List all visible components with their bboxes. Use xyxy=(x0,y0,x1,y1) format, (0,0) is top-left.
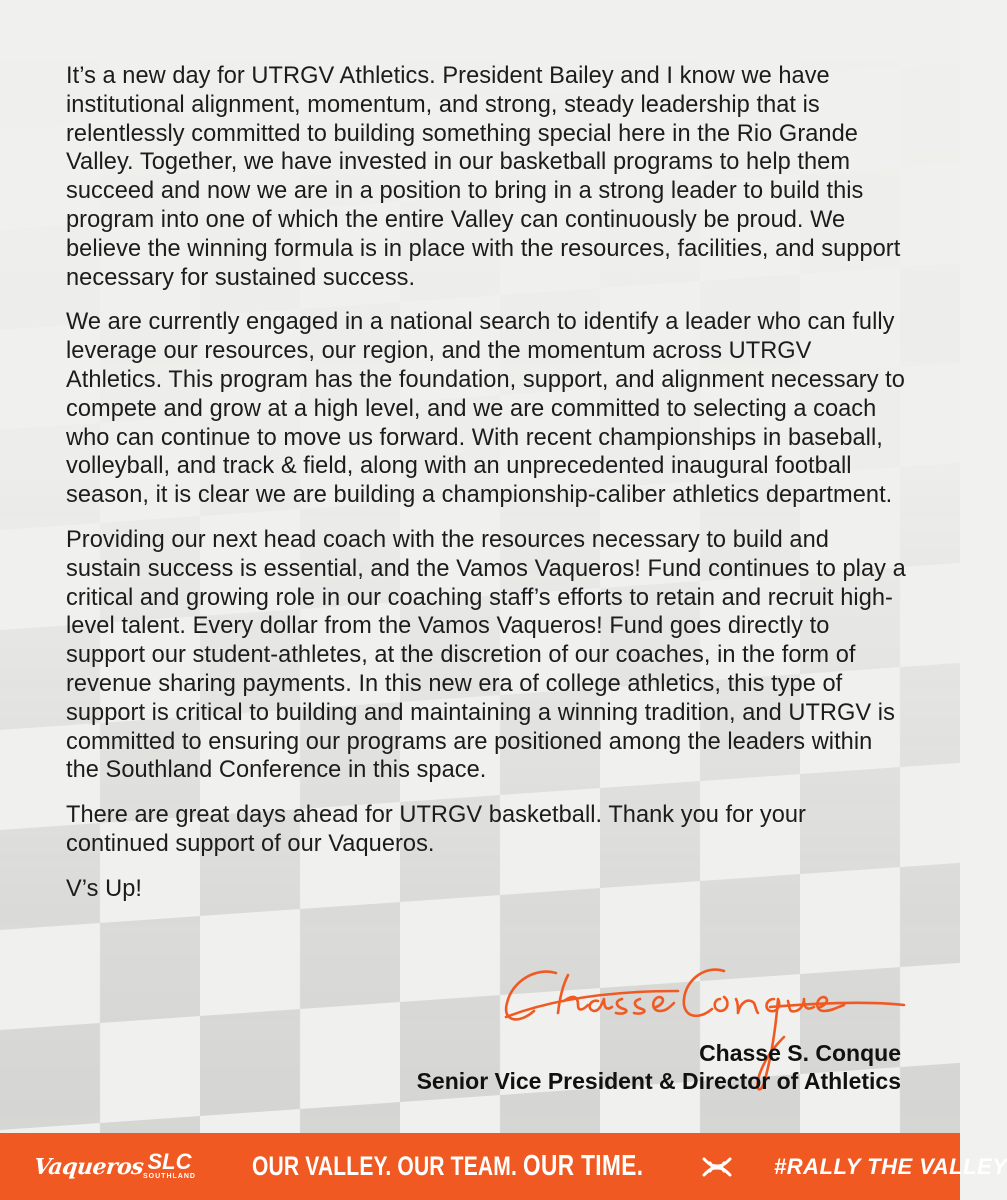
slogan xyxy=(252,1133,754,1200)
slogan-part-a: OUR VALLEY. OUR TEAM. xyxy=(252,1151,517,1181)
letter-closing: V’s Up! xyxy=(66,875,142,902)
signer-title: Senior Vice President & Director of Athletics xyxy=(416,1068,901,1094)
signer-block xyxy=(417,1039,901,1095)
signer-name: Chasse S. Conque xyxy=(699,1040,901,1066)
slc-logo-text: SLC xyxy=(147,1149,192,1174)
letter-paragraph-3: Providing our next head coach with the resources necessary to build and sustain success is essential, and the Vamos Vaqueros! Fund continues to play a critical and growing role in our coaching staff’s efforts to retain and recruit high-level talent. Every dollar from the Vamos Vaqueros! Fund goes directly to support our student-athletes, at the discretion of our coaches, in the form of revenue sharing payments. In this new era of college athletics, this type of support is critical to building and maintaining a winning tradition, and UTRGV is committed to ensuring our programs are positioned among the leaders within the Southland Conference in this space. xyxy=(66,526,906,784)
vaqueros-logo: Vaqueros xyxy=(32,1153,145,1180)
slogan-text xyxy=(252,1150,643,1183)
slogan-part-b: OUR TIME. xyxy=(522,1150,644,1182)
slc-logo-subtext: SOUTHLAND xyxy=(143,1173,196,1180)
letter-body xyxy=(66,62,906,920)
letter-paragraph-2: We are currently engaged in a national search to identify a leader who can fully leverage our resources, our region, and the momentum across UTRGV Athletics. This program has the foundation, support, and alignment necessary to compete and grow at a high level, and we are committed to selecting a coach who can continue to move us forward. With recent championships in baseball, volleyball, and track & field, along with an unprecedented inaugural football season, it is clear we are building a championship-caliber athletics department. xyxy=(66,309,905,509)
rally-the-valley-hashtag: #RALLY THE VALLEY xyxy=(774,1153,1007,1179)
under-armour-logo-icon xyxy=(702,1133,732,1200)
slc-logo xyxy=(143,1133,196,1200)
letter-paragraph-1: It’s a new day for UTRGV Athletics. President Bailey and I know we have institutional alignment, momentum, and strong, steady leadership that is relentlessly committed to building something special here in the Rio Grande Valley. Together, we have invested in our basketball programs to help them succeed and now we are in a position to bring in a strong leader to build this program into one of which the entire Valley can continuously be proud. We believe the winning formula is in place with the resources, facilities, and support necessary for sustained success. xyxy=(66,63,901,291)
footer-bar xyxy=(0,1133,1007,1200)
letter-paragraph-4: There are great days ahead for UTRGV basketball. Thank you for your continued support of our Vaqueros. xyxy=(66,802,806,857)
